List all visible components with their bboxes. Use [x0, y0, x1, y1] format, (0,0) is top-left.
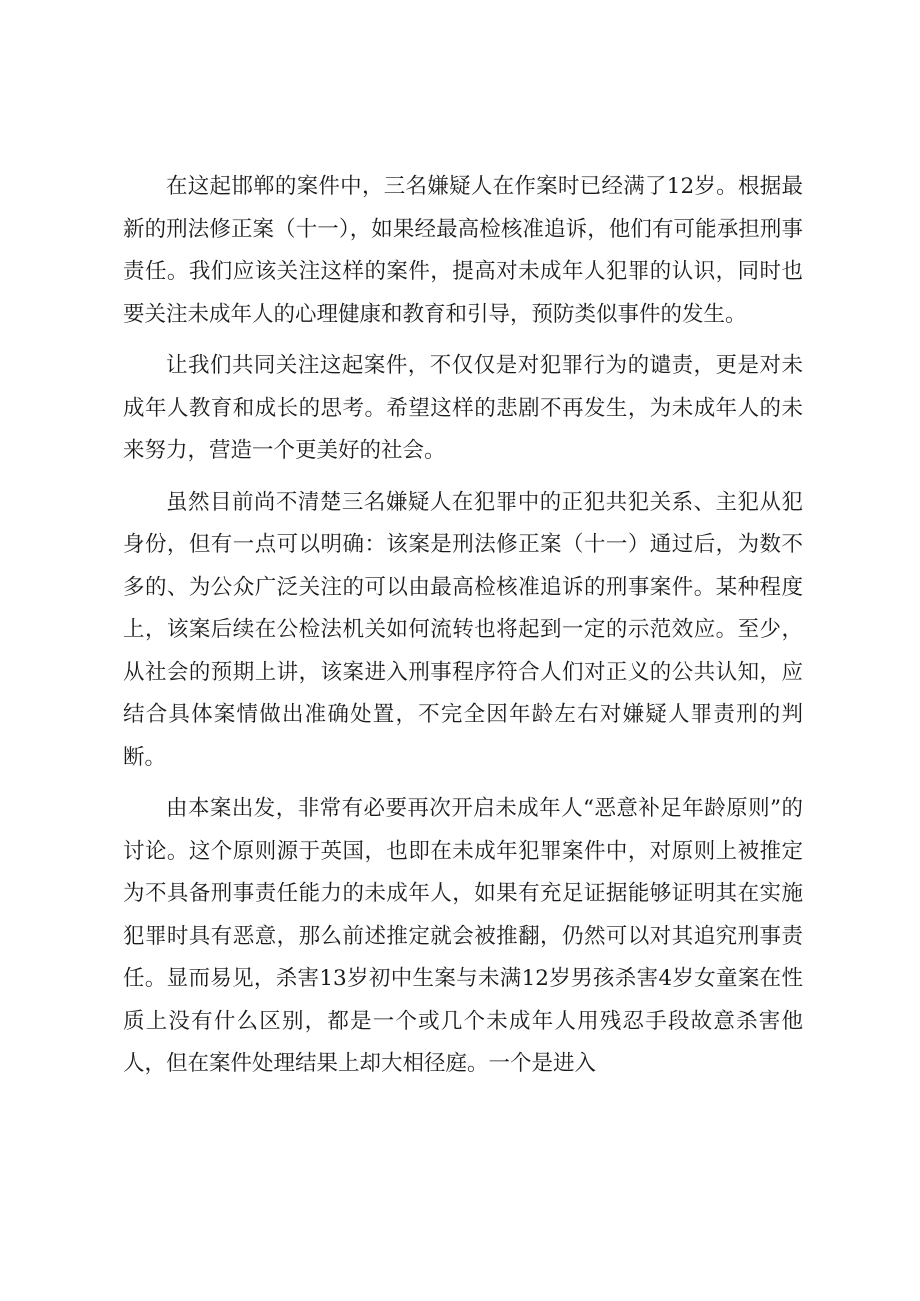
paragraph-2: 让我们共同关注这起案件，不仅仅是对犯罪行为的谴责，更是对未成年人教育和成长的思考。希望这样的悲剧不再发生，为未成年人的未来努力，营造一个更美好的社会。 — [123, 353, 803, 463]
document-body — [123, 166, 803, 1086]
paragraph-4: 由本案出发，非常有必要再次开启未成年人“恶意补足年龄原则”的讨论。这个原则源于英国，也即在未成年犯罪案件中，对原则上被推定为不具备刑事责任能力的未成年人，如果有充足证据能够证明其在实施犯罪时具有恶意，那么前述推定就会被推翻，仍然可以对其追究刑事责任。显而易见，杀害13岁初中生案与未满12岁男孩杀害4岁女童案在性质上没有什么区别，都是一个或几个未成年人用残忍手段故意杀害他人，但在案件处理结果上却大相径庭。一个是进入 — [123, 796, 803, 1076]
paragraph-1: 在这起邯郸的案件中，三名嫌疑人在作案时已经满了12岁。根据最新的刑法修正案（十一），如果经最高检核准追诉，他们有可能承担刑事责任。我们应该关注这样的案件，提高对未成年人犯罪的认识，同时也要关注未成年人的心理健康和教育和引导，预防类似事件的发生。 — [123, 174, 803, 327]
paragraph-3: 虽然目前尚不清楚三名嫌疑人在犯罪中的正犯共犯关系、主犯从犯身份，但有一点可以明确：该案是刑法修正案（十一）通过后，为数不多的、为公众广泛关注的可以由最高检核准追诉的刑事案件。某种程度上，该案后续在公检法机关如何流转也将起到一定的示范效应。至少，从社会的预期上讲，该案进入刑事程序符合人们对正义的公共认知，应结合具体案情做出准确处置，不完全因年龄左右对嫌疑人罪责刑的判断。 — [123, 489, 803, 770]
